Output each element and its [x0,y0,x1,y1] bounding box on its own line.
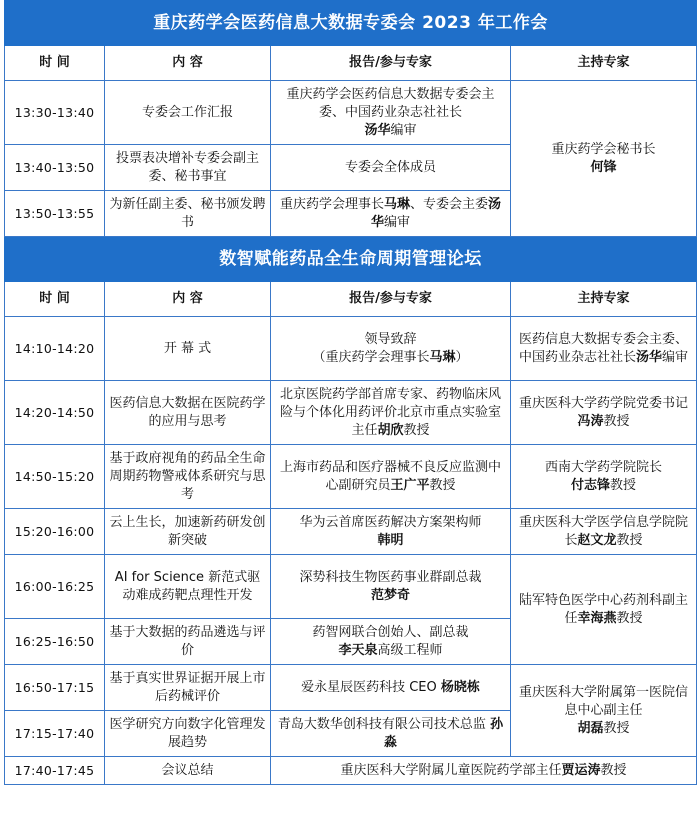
table-row [5,445,697,509]
content-cell: 基于真实世界证据开展上市后药械评价 [105,665,271,711]
host-cell: 重庆医科大学医学信息学院院长赵文龙教授 [511,509,697,555]
content-cell: 专委会工作汇报 [105,81,271,145]
table-row [5,81,697,145]
content-cell: 开 幕 式 [105,317,271,381]
content-cell: AI for Science 新范式驱动难成药靶点理性开发 [105,555,271,619]
content-cell: 为新任副主委、秘书颁发聘书 [105,191,271,237]
speaker-cell: 上海市药品和医疗器械不良反应监测中心副研究员王广平教授 [271,445,511,509]
content-cell: 基于大数据的药品遴选与评价 [105,619,271,665]
header-content: 内 容 [105,282,271,317]
time-cell: 13:50-13:55 [5,191,105,237]
table-row [5,317,697,381]
time-cell: 17:15-17:40 [5,711,105,757]
header-time: 时 间 [5,282,105,317]
header-host: 主持专家 [511,46,697,81]
header-speaker: 报告/参与专家 [271,46,511,81]
time-cell: 13:30-13:40 [5,81,105,145]
content-cell: 投票表决增补专委会副主委、秘书事宜 [105,145,271,191]
header-speaker: 报告/参与专家 [271,282,511,317]
content-cell: 医药信息大数据在医院药学的应用与思考 [105,381,271,445]
speaker-cell: 领导致辞 （重庆药学会理事长马琳） [271,317,511,381]
speaker-cell: 药智网联合创始人、副总裁 李天泉高级工程师 [271,619,511,665]
table-row [5,509,697,555]
host-cell: 重庆医科大学药学院党委书记冯涛教授 [511,381,697,445]
time-cell: 17:40-17:45 [5,757,105,785]
speaker-cell: 深势科技生物医药事业群副总裁 范梦奇 [271,555,511,619]
time-cell: 14:50-15:20 [5,445,105,509]
speaker-cell: 重庆药学会理事长马琳、专委会主委汤华编审 [271,191,511,237]
host-cell: 西南大学药学院院长 付志锋教授 [511,445,697,509]
speaker-cell: 重庆药学会医药信息大数据专委会主委、中国药业杂志社社长 汤华编审 [271,81,511,145]
table-row [5,555,697,619]
time-cell: 16:00-16:25 [5,555,105,619]
section-2-title: 数智赋能药品全生命周期管理论坛 [5,237,697,282]
section-1-title: 重庆药学会医药信息大数据专委会 2023 年工作会 [5,1,697,46]
table-row [5,757,697,785]
table-row [5,665,697,711]
time-cell: 13:40-13:50 [5,145,105,191]
speaker-cell: 北京医院药学部首席专家、药物临床风险与个体化用药评价北京市重点实验室主任胡欣教授 [271,381,511,445]
content-cell: 基于政府视角的药品全生命周期药物警戒体系研究与思考 [105,445,271,509]
speaker-cell: 重庆医科大学附属儿童医院药学部主任贾运涛教授 [271,757,697,785]
time-cell: 15:20-16:00 [5,509,105,555]
content-cell: 会议总结 [105,757,271,785]
content-cell: 云上生长，加速新药研发创新突破 [105,509,271,555]
content-cell: 医学研究方向数字化管理发展趋势 [105,711,271,757]
time-cell: 14:10-14:20 [5,317,105,381]
header-content: 内 容 [105,46,271,81]
speaker-cell: 华为云首席医药解决方案架构师 韩明 [271,509,511,555]
header-time: 时 间 [5,46,105,81]
table-row [5,381,697,445]
speaker-cell: 专委会全体成员 [271,145,511,191]
host-cell: 重庆医科大学附属第一医院信息中心副主任 胡磊教授 [511,665,697,757]
host-cell: 医药信息大数据专委会主委、中国药业杂志社社长汤华编审 [511,317,697,381]
time-cell: 16:25-16:50 [5,619,105,665]
speaker-cell: 青岛大数华创科技有限公司技术总监 孙淼 [271,711,511,757]
agenda-table [4,0,697,785]
time-cell: 14:20-14:50 [5,381,105,445]
host-cell: 重庆药学会秘书长 何锋 [511,81,697,237]
time-cell: 16:50-17:15 [5,665,105,711]
speaker-cell: 爱永星辰医药科技 CEO 杨晓栋 [271,665,511,711]
header-host: 主持专家 [511,282,697,317]
host-cell: 陆军特色医学中心药剂科副主任幸海燕教授 [511,555,697,665]
